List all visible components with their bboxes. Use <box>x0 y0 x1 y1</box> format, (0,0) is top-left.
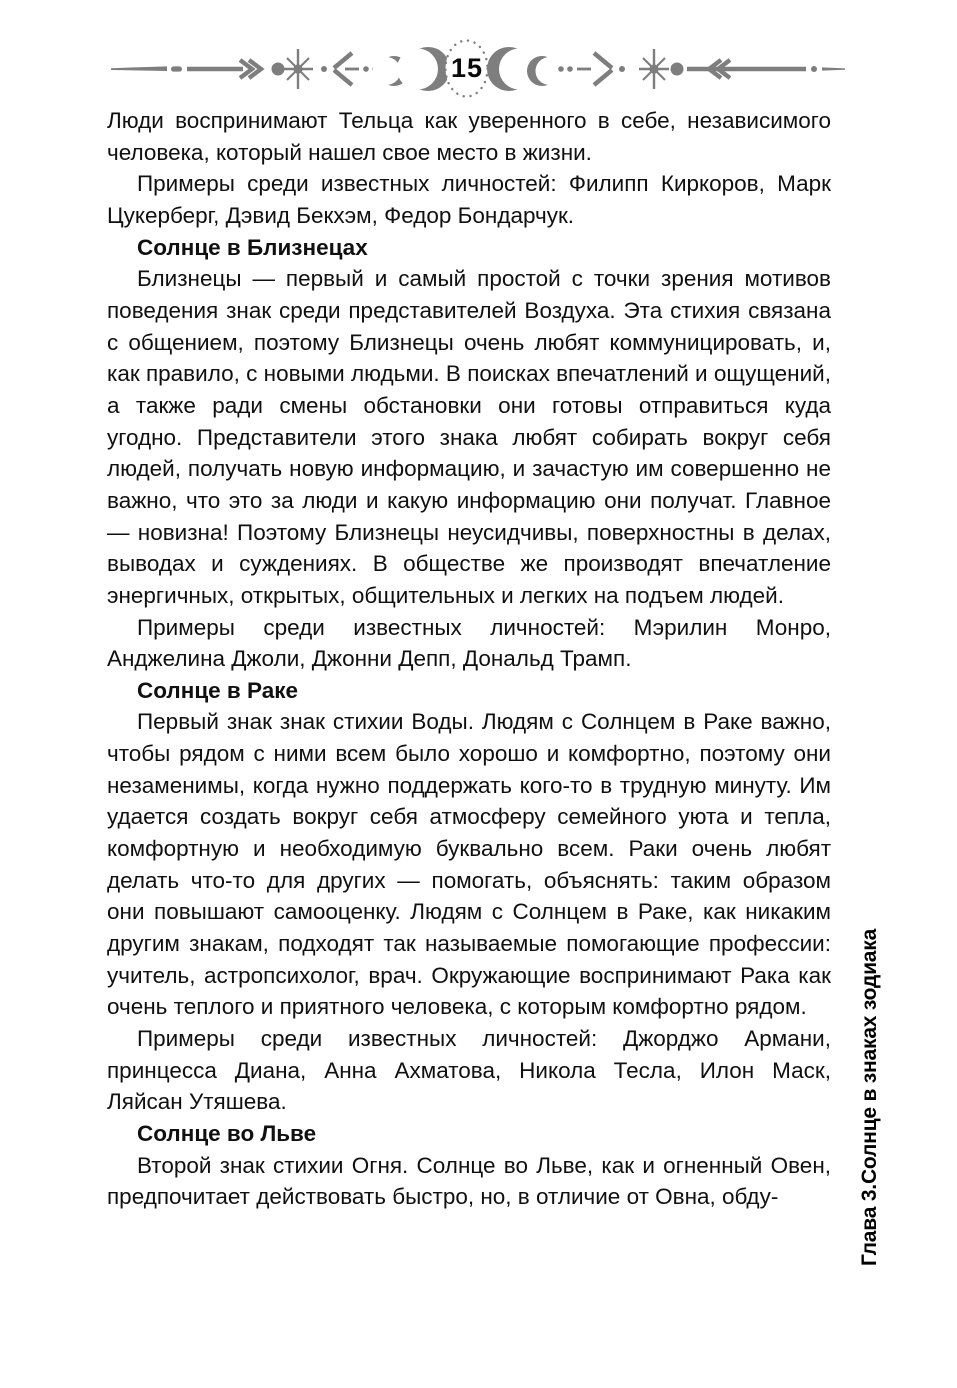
dot-icon <box>671 63 684 76</box>
section-heading: Солнце в Близнецах <box>137 234 368 260</box>
crescent-moon-icon <box>527 56 564 86</box>
paragraph: Примеры среди известных личностей: Мэрилин Монро, Анджелина Джоли, Джонни Депп, Дональд Трамп. <box>107 614 831 672</box>
paragraph: Близнецы — первый и самый простой с точки зрения мотивов поведения знак среди представителей Воздуха. Эта стихия связана с общением, поэтому Близнецы очень любят коммуницировать, и, как правило, с новыми людьми. В поисках впечатлений и ощущений, а также ради смены обстановки они готовы отправиться куда угодно. Представители этого знака любят собирать вокруг себя людей, получать новую информацию, и зачастую им совершенно не важно, что это за люди и какую информацию они получат. Главное — новизна! Поэтому Близнецы неусидчивы, поверхностны в делах, выводах и суждениях. В обществе же производят впечатление энергичных, открытых, общительных и легких на подъем людей. <box>107 266 831 608</box>
paragraph: Примеры среди известных личностей: Джорджо Армани, принцесса Диана, Анна Ахматова, Никола Тесла, Илон Маск, Ляйсан Утяшева. <box>107 1026 831 1115</box>
paragraph: Первый знак знак стихии Воды. Людям с Солнцем в Раке важно, чтобы рядом с ними всем было хорошо и комфортно, поэтому они незаменимы, когда нужно поддержать кого-то в трудную минуту. Им удается создать вокруг себя атмосферу семейного уюта и тепла, комфортную и необходимую буквально всем. Раки очень любят делать что-то для других — помогать, объяснять: таким образом они повышают самооценку. Людям с Солнцем в Раке, как никаким другим знакам, подходят так называемые помогающие профессии: учитель, астропсихолог, врач. Окружающие воспринимают Рака как очень теплого и приятного человека, с которым комфортно рядом. <box>107 709 831 1020</box>
arrow-right-icon <box>558 53 612 85</box>
double-chevron-right-icon <box>240 60 261 78</box>
line-flourish-icon <box>811 66 845 72</box>
section-heading: Солнце во Льве <box>137 1121 317 1146</box>
paragraph: Примеры среди известных личностей: Филипп Киркоров, Марк Цукерберг, Дэвид Бекхэм, Федор Бондарчук. <box>107 171 831 228</box>
chapter-sidebar-title: Глава 3.Солнце в знаках зодиака <box>858 928 881 1266</box>
arrow-left-icon <box>334 53 378 85</box>
body-text <box>107 105 831 1213</box>
dot-icon <box>321 66 327 72</box>
paragraph: Люди воспринимают Тельца как уверенного в себе, независимого человека, который нашел свое место в жизни. <box>107 108 831 165</box>
star-icon <box>639 49 669 89</box>
section-heading: Солнце в Раке <box>137 677 298 703</box>
page-number: 15 <box>450 53 484 83</box>
dot-icon <box>272 63 285 76</box>
dot-icon <box>619 66 625 72</box>
paragraph: Второй знак стихии Огня. Солнце во Льве, как и огненный Овен, предпочитает действовать быстро, но, в отличие от Овна, обду- <box>107 1152 831 1210</box>
line-flourish-icon <box>111 66 243 71</box>
star-icon <box>283 49 313 89</box>
